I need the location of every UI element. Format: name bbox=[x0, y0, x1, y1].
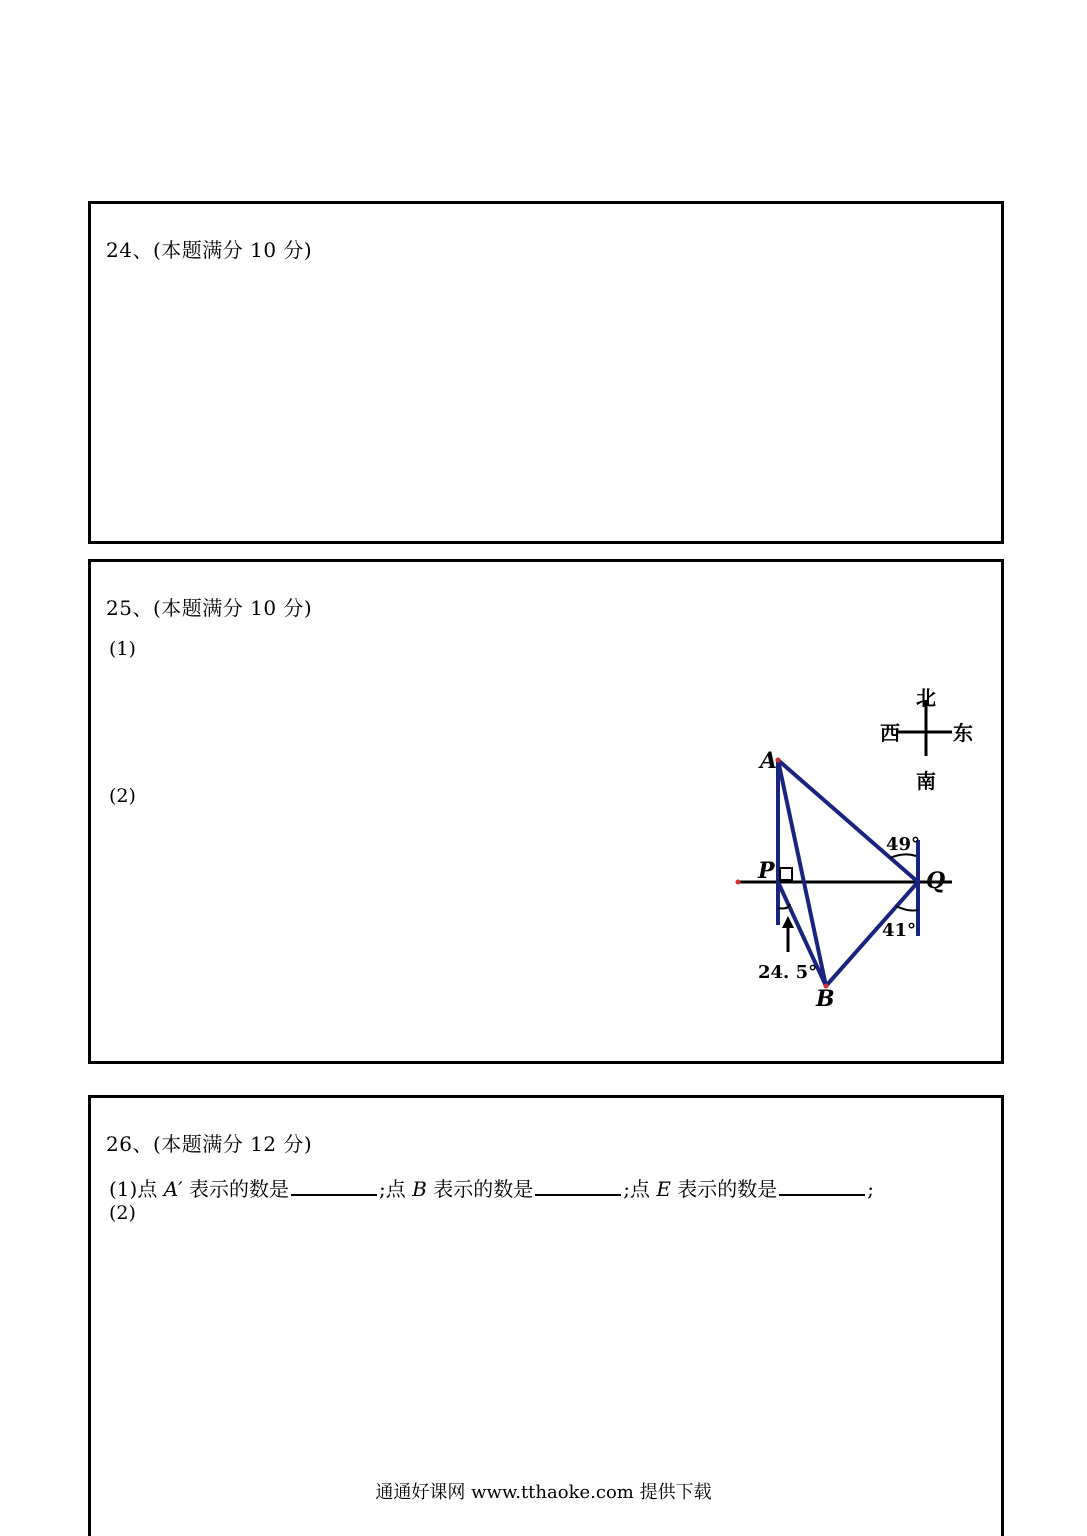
q26-point-e: E bbox=[656, 1177, 671, 1201]
answer-blank-b[interactable] bbox=[535, 1176, 621, 1196]
compass-north: 北 bbox=[916, 686, 936, 710]
q26-end: ; bbox=[867, 1177, 875, 1201]
q26-point-a: A′ bbox=[163, 1177, 183, 1201]
q26-text-a: 表示的数是 bbox=[182, 1177, 290, 1201]
compass-west: 西 bbox=[880, 721, 900, 745]
geometry-figure bbox=[730, 680, 990, 1010]
label-q: Q bbox=[926, 868, 946, 894]
angle-label-41: 41° bbox=[882, 920, 917, 941]
q26-sep1: ;点 bbox=[379, 1177, 413, 1201]
question-26-part1 bbox=[109, 1173, 874, 1202]
angle-arc-41 bbox=[896, 906, 918, 911]
question-25-title: 25、(本题满分 10 分) bbox=[106, 596, 313, 620]
question-25-part2: (2) bbox=[109, 785, 136, 807]
footer-text: 通通好课网 www.tthaoke.com 提供下载 bbox=[375, 1482, 712, 1503]
q26-text-b: 表示的数是 bbox=[426, 1177, 534, 1201]
answer-blank-a[interactable] bbox=[291, 1176, 377, 1196]
label-b: B bbox=[816, 986, 835, 1010]
q26-text-e: 表示的数是 bbox=[670, 1177, 778, 1201]
compass-icon bbox=[880, 686, 973, 793]
question-26-part2: (2) bbox=[109, 1202, 136, 1224]
question-25-part1: (1) bbox=[109, 638, 136, 660]
question-26-title: 26、(本题满分 12 分) bbox=[106, 1132, 313, 1156]
arrow-icon bbox=[782, 916, 794, 928]
question-24-title: 24、(本题满分 10 分) bbox=[106, 238, 313, 262]
q26-point-b: B bbox=[412, 1177, 427, 1201]
question-24-box bbox=[88, 201, 1004, 544]
label-p: P bbox=[758, 858, 775, 884]
compass-south: 南 bbox=[916, 769, 936, 793]
q26-part1-prefix: (1)点 bbox=[109, 1177, 164, 1201]
q26-sep2: ;点 bbox=[623, 1177, 657, 1201]
angle-label-245: 24. 5° bbox=[758, 962, 818, 983]
question-26-box bbox=[88, 1095, 1004, 1536]
compass-east: 东 bbox=[953, 721, 973, 745]
right-angle-marker bbox=[780, 868, 792, 880]
angle-label-49: 49° bbox=[886, 834, 921, 855]
point-left bbox=[736, 880, 741, 885]
answer-blank-e[interactable] bbox=[779, 1176, 865, 1196]
label-a: A bbox=[760, 748, 778, 774]
